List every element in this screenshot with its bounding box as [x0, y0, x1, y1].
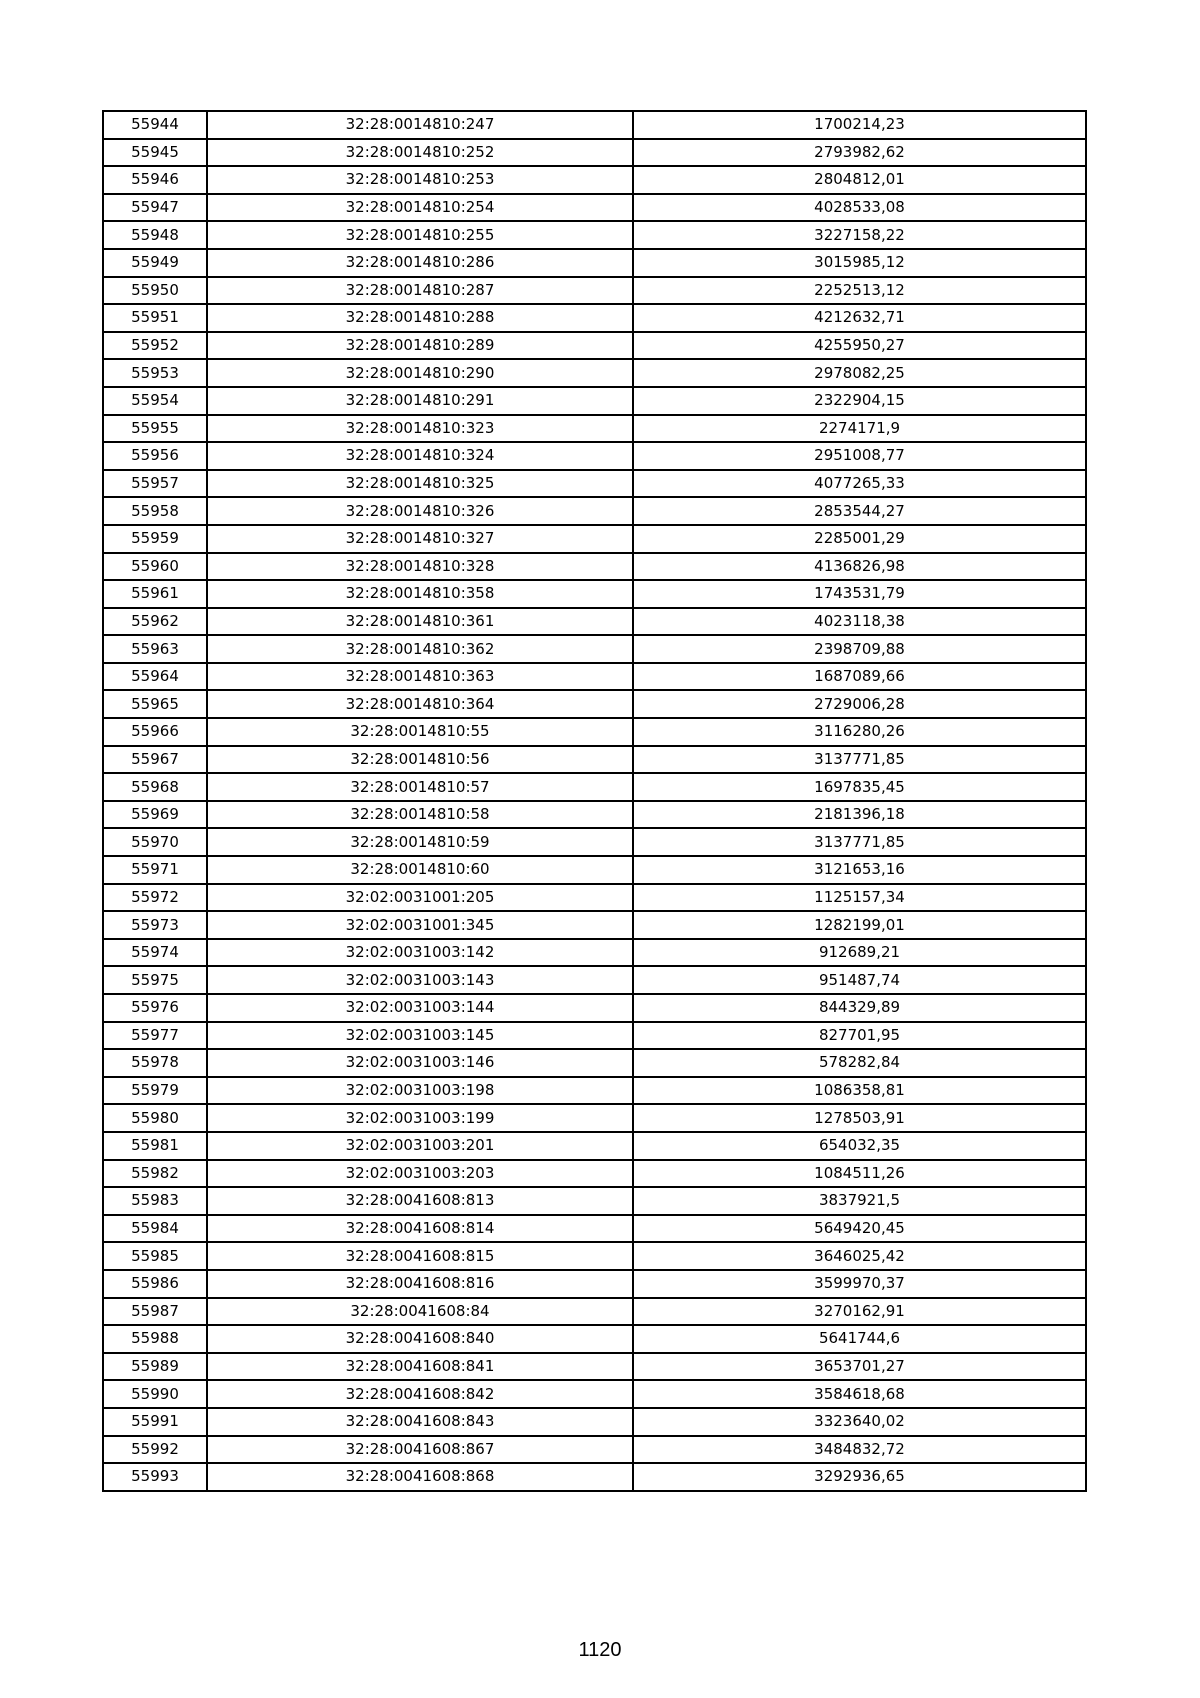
value-cell: 3323640,02	[633, 1408, 1086, 1436]
table-row	[103, 387, 1086, 415]
row-number-cell: 55945	[103, 139, 207, 167]
row-number-cell: 55983	[103, 1187, 207, 1215]
table-row	[103, 442, 1086, 470]
row-number-cell: 55952	[103, 332, 207, 360]
row-number-cell: 55950	[103, 277, 207, 305]
cadastral-number-cell: 32:28:0041608:841	[207, 1353, 633, 1381]
cadastral-number-cell: 32:02:0031003:144	[207, 994, 633, 1022]
value-cell: 1282199,01	[633, 911, 1086, 939]
row-number-cell: 55975	[103, 966, 207, 994]
table-row	[103, 773, 1086, 801]
cadastral-number-cell: 32:28:0014810:247	[207, 111, 633, 139]
cadastral-number-cell: 32:28:0041608:84	[207, 1298, 633, 1326]
row-number-cell: 55953	[103, 359, 207, 387]
row-number-cell: 55993	[103, 1463, 207, 1491]
value-cell: 2951008,77	[633, 442, 1086, 470]
cadastral-number-cell: 32:02:0031003:142	[207, 939, 633, 967]
value-cell: 2322904,15	[633, 387, 1086, 415]
table-row	[103, 1049, 1086, 1077]
row-number-cell: 55949	[103, 249, 207, 277]
row-number-cell: 55965	[103, 690, 207, 718]
cadastral-number-cell: 32:02:0031003:143	[207, 966, 633, 994]
value-cell: 4136826,98	[633, 553, 1086, 581]
table-row	[103, 635, 1086, 663]
table-row	[103, 1160, 1086, 1188]
table-row	[103, 1187, 1086, 1215]
table-row	[103, 608, 1086, 636]
row-number-cell: 55969	[103, 801, 207, 829]
value-cell: 2978082,25	[633, 359, 1086, 387]
row-number-cell: 55976	[103, 994, 207, 1022]
data-table	[102, 110, 1087, 1492]
value-cell: 3121653,16	[633, 856, 1086, 884]
value-cell: 2853544,27	[633, 497, 1086, 525]
value-cell: 5641744,6	[633, 1325, 1086, 1353]
cadastral-number-cell: 32:28:0014810:253	[207, 166, 633, 194]
cadastral-number-cell: 32:28:0014810:327	[207, 525, 633, 553]
cadastral-number-cell: 32:28:0041608:867	[207, 1436, 633, 1464]
row-number-cell: 55980	[103, 1104, 207, 1132]
value-cell: 3584618,68	[633, 1380, 1086, 1408]
value-cell: 2729006,28	[633, 690, 1086, 718]
cadastral-number-cell: 32:28:0014810:288	[207, 304, 633, 332]
value-cell: 3015985,12	[633, 249, 1086, 277]
cadastral-number-cell: 32:28:0041608:815	[207, 1242, 633, 1270]
cadastral-number-cell: 32:28:0014810:55	[207, 718, 633, 746]
page-number: 1120	[578, 1639, 622, 1661]
row-number-cell: 55946	[103, 166, 207, 194]
value-cell: 827701,95	[633, 1022, 1086, 1050]
row-number-cell: 55974	[103, 939, 207, 967]
cadastral-number-cell: 32:02:0031003:146	[207, 1049, 633, 1077]
value-cell: 1743531,79	[633, 580, 1086, 608]
row-number-cell: 55963	[103, 635, 207, 663]
cadastral-number-cell: 32:28:0041608:842	[207, 1380, 633, 1408]
table-row	[103, 1408, 1086, 1436]
table-row	[103, 304, 1086, 332]
value-cell: 4077265,33	[633, 470, 1086, 498]
cadastral-number-cell: 32:28:0014810:287	[207, 277, 633, 305]
value-cell: 2793982,62	[633, 139, 1086, 167]
table-row	[103, 1132, 1086, 1160]
cadastral-number-cell: 32:28:0014810:361	[207, 608, 633, 636]
value-cell: 2285001,29	[633, 525, 1086, 553]
cadastral-number-cell: 32:02:0031003:203	[207, 1160, 633, 1188]
table-row	[103, 553, 1086, 581]
table-row	[103, 746, 1086, 774]
row-number-cell: 55982	[103, 1160, 207, 1188]
row-number-cell: 55989	[103, 1353, 207, 1381]
cadastral-number-cell: 32:02:0031003:199	[207, 1104, 633, 1132]
cadastral-number-cell: 32:28:0041608:816	[207, 1270, 633, 1298]
row-number-cell: 55954	[103, 387, 207, 415]
value-cell: 3837921,5	[633, 1187, 1086, 1215]
value-cell: 2274171,9	[633, 415, 1086, 443]
table-row	[103, 1353, 1086, 1381]
row-number-cell: 55958	[103, 497, 207, 525]
row-number-cell: 55964	[103, 663, 207, 691]
cadastral-number-cell: 32:02:0031001:205	[207, 884, 633, 912]
table-row	[103, 1215, 1086, 1243]
value-cell: 2804812,01	[633, 166, 1086, 194]
value-cell: 1697835,45	[633, 773, 1086, 801]
cadastral-number-cell: 32:28:0014810:323	[207, 415, 633, 443]
table-row	[103, 828, 1086, 856]
cadastral-number-cell: 32:28:0041608:814	[207, 1215, 633, 1243]
table-row	[103, 497, 1086, 525]
table-row	[103, 911, 1086, 939]
table-row	[103, 1077, 1086, 1105]
value-cell: 4212632,71	[633, 304, 1086, 332]
row-number-cell: 55985	[103, 1242, 207, 1270]
cadastral-number-cell: 32:28:0014810:56	[207, 746, 633, 774]
cadastral-number-cell: 32:28:0014810:286	[207, 249, 633, 277]
value-cell: 4023118,38	[633, 608, 1086, 636]
row-number-cell: 55972	[103, 884, 207, 912]
table-row	[103, 470, 1086, 498]
table-row	[103, 1380, 1086, 1408]
table-row	[103, 580, 1086, 608]
cadastral-number-cell: 32:28:0014810:358	[207, 580, 633, 608]
row-number-cell: 55991	[103, 1408, 207, 1436]
cadastral-number-cell: 32:28:0041608:840	[207, 1325, 633, 1353]
row-number-cell: 55944	[103, 111, 207, 139]
table-row	[103, 249, 1086, 277]
value-cell: 578282,84	[633, 1049, 1086, 1077]
cadastral-number-cell: 32:28:0014810:57	[207, 773, 633, 801]
cadastral-number-cell: 32:28:0041608:843	[207, 1408, 633, 1436]
value-cell: 912689,21	[633, 939, 1086, 967]
value-cell: 3137771,85	[633, 828, 1086, 856]
table-row	[103, 111, 1086, 139]
value-cell: 4028533,08	[633, 194, 1086, 222]
row-number-cell: 55966	[103, 718, 207, 746]
table-row	[103, 801, 1086, 829]
table-row	[103, 690, 1086, 718]
table-row	[103, 884, 1086, 912]
row-number-cell: 55986	[103, 1270, 207, 1298]
table-row	[103, 1104, 1086, 1132]
row-number-cell: 55979	[103, 1077, 207, 1105]
table-row	[103, 994, 1086, 1022]
value-cell: 3270162,91	[633, 1298, 1086, 1326]
table-row	[103, 332, 1086, 360]
cadastral-number-cell: 32:28:0014810:362	[207, 635, 633, 663]
cadastral-number-cell: 32:02:0031003:145	[207, 1022, 633, 1050]
row-number-cell: 55984	[103, 1215, 207, 1243]
table-row	[103, 856, 1086, 884]
cadastral-number-cell: 32:28:0014810:252	[207, 139, 633, 167]
table-row	[103, 277, 1086, 305]
table-row	[103, 1463, 1086, 1491]
row-number-cell: 55951	[103, 304, 207, 332]
table-row	[103, 939, 1086, 967]
table-row	[103, 1436, 1086, 1464]
value-cell: 4255950,27	[633, 332, 1086, 360]
cadastral-number-cell: 32:28:0014810:324	[207, 442, 633, 470]
cadastral-number-cell: 32:28:0014810:255	[207, 221, 633, 249]
value-cell: 3292936,65	[633, 1463, 1086, 1491]
table-row	[103, 359, 1086, 387]
cadastral-number-cell: 32:28:0014810:328	[207, 553, 633, 581]
cadastral-number-cell: 32:02:0031003:201	[207, 1132, 633, 1160]
table-row	[103, 415, 1086, 443]
value-cell: 3484832,72	[633, 1436, 1086, 1464]
value-cell: 2398709,88	[633, 635, 1086, 663]
table-row	[103, 1270, 1086, 1298]
row-number-cell: 55981	[103, 1132, 207, 1160]
table-row	[103, 166, 1086, 194]
row-number-cell: 55988	[103, 1325, 207, 1353]
value-cell: 844329,89	[633, 994, 1086, 1022]
value-cell: 3646025,42	[633, 1242, 1086, 1270]
row-number-cell: 55973	[103, 911, 207, 939]
table-row	[103, 194, 1086, 222]
table-row	[103, 718, 1086, 746]
row-number-cell: 55971	[103, 856, 207, 884]
row-number-cell: 55968	[103, 773, 207, 801]
row-number-cell: 55957	[103, 470, 207, 498]
table-row	[103, 1325, 1086, 1353]
row-number-cell: 55970	[103, 828, 207, 856]
value-cell: 654032,35	[633, 1132, 1086, 1160]
value-cell: 1700214,23	[633, 111, 1086, 139]
table-row	[103, 1298, 1086, 1326]
row-number-cell: 55967	[103, 746, 207, 774]
table-row	[103, 966, 1086, 994]
table-row	[103, 1242, 1086, 1270]
row-number-cell: 55987	[103, 1298, 207, 1326]
row-number-cell: 55956	[103, 442, 207, 470]
value-cell: 3116280,26	[633, 718, 1086, 746]
table-row	[103, 139, 1086, 167]
value-cell: 1086358,81	[633, 1077, 1086, 1105]
table-row	[103, 663, 1086, 691]
cadastral-number-cell: 32:28:0041608:813	[207, 1187, 633, 1215]
value-cell: 1125157,34	[633, 884, 1086, 912]
cadastral-number-cell: 32:28:0014810:325	[207, 470, 633, 498]
row-number-cell: 55961	[103, 580, 207, 608]
value-cell: 2181396,18	[633, 801, 1086, 829]
row-number-cell: 55977	[103, 1022, 207, 1050]
cadastral-number-cell: 32:02:0031003:198	[207, 1077, 633, 1105]
cadastral-number-cell: 32:28:0014810:364	[207, 690, 633, 718]
cadastral-number-cell: 32:28:0014810:363	[207, 663, 633, 691]
row-number-cell: 55990	[103, 1380, 207, 1408]
value-cell: 2252513,12	[633, 277, 1086, 305]
cadastral-number-cell: 32:28:0041608:868	[207, 1463, 633, 1491]
table-body	[103, 111, 1086, 1491]
row-number-cell: 55962	[103, 608, 207, 636]
cadastral-number-cell: 32:28:0014810:254	[207, 194, 633, 222]
cadastral-number-cell: 32:28:0014810:290	[207, 359, 633, 387]
cadastral-number-cell: 32:28:0014810:60	[207, 856, 633, 884]
value-cell: 1084511,26	[633, 1160, 1086, 1188]
value-cell: 3227158,22	[633, 221, 1086, 249]
row-number-cell: 55948	[103, 221, 207, 249]
table-row	[103, 525, 1086, 553]
row-number-cell: 55955	[103, 415, 207, 443]
row-number-cell: 55992	[103, 1436, 207, 1464]
cadastral-number-cell: 32:28:0014810:59	[207, 828, 633, 856]
table-row	[103, 221, 1086, 249]
value-cell: 1687089,66	[633, 663, 1086, 691]
value-cell: 5649420,45	[633, 1215, 1086, 1243]
table-row	[103, 1022, 1086, 1050]
row-number-cell: 55947	[103, 194, 207, 222]
cadastral-number-cell: 32:28:0014810:326	[207, 497, 633, 525]
cadastral-number-cell: 32:02:0031001:345	[207, 911, 633, 939]
value-cell: 1278503,91	[633, 1104, 1086, 1132]
row-number-cell: 55978	[103, 1049, 207, 1077]
cadastral-number-cell: 32:28:0014810:291	[207, 387, 633, 415]
row-number-cell: 55959	[103, 525, 207, 553]
value-cell: 3137771,85	[633, 746, 1086, 774]
value-cell: 3599970,37	[633, 1270, 1086, 1298]
cadastral-number-cell: 32:28:0014810:289	[207, 332, 633, 360]
value-cell: 3653701,27	[633, 1353, 1086, 1381]
cadastral-number-cell: 32:28:0014810:58	[207, 801, 633, 829]
value-cell: 951487,74	[633, 966, 1086, 994]
row-number-cell: 55960	[103, 553, 207, 581]
